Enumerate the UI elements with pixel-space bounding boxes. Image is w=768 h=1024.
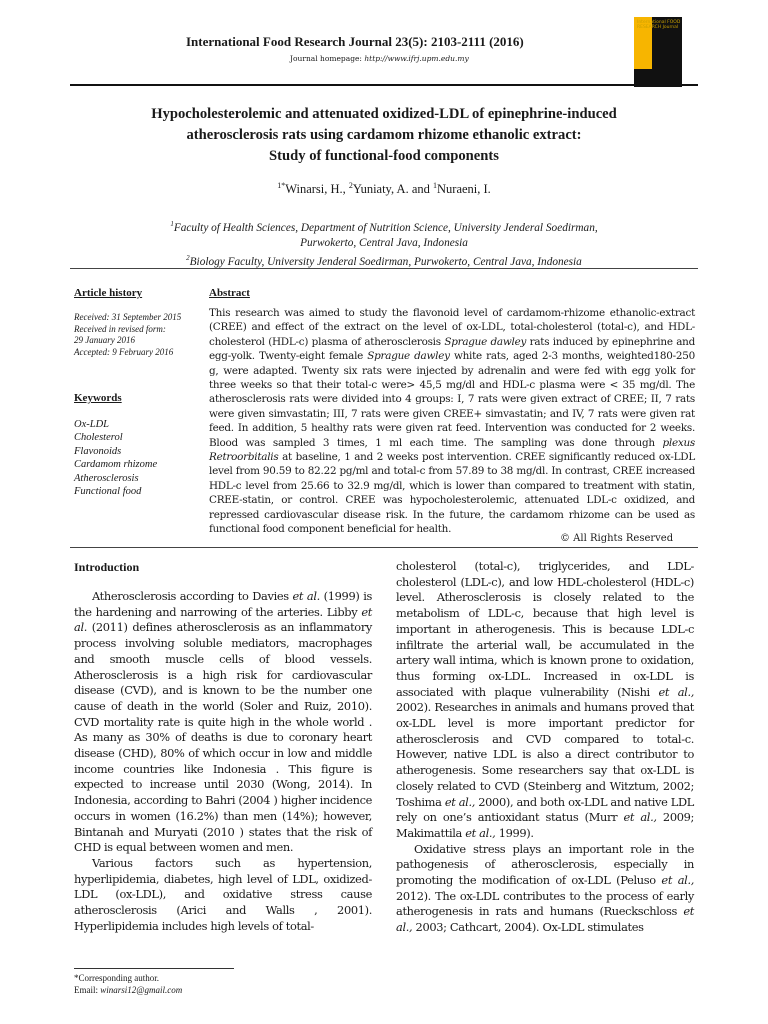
body-column-left xyxy=(74,589,372,934)
abstract-body xyxy=(209,306,695,537)
para-text: 1999). xyxy=(495,825,534,840)
history-revised-date: 29 January 2016 xyxy=(74,335,135,345)
keyword-item: Ox-LDL xyxy=(74,419,110,430)
keyword-item: Cardamom rhizome xyxy=(74,459,158,471)
citation-et-al: et al., xyxy=(658,684,694,699)
history-received: Received: 31 September 2015 xyxy=(74,312,182,322)
email-link[interactable]: winarsi12@gmail.com xyxy=(100,985,183,995)
keyword-list xyxy=(74,418,157,498)
abstract-heading: Abstract xyxy=(209,287,250,299)
affiliation-1-number: 1 xyxy=(170,220,174,228)
affiliation-1-line-1: Faculty of Health Sciences, Department of Nutrition Science, University Jenderal Soedirman, xyxy=(173,221,598,234)
author-list xyxy=(80,181,688,197)
intro-paragraph-3 xyxy=(396,842,694,936)
intro-paragraph-2-continued xyxy=(396,559,694,842)
intro-paragraph-2: Various factors such as hypertension, hyperlipidemia, diabetes, high level of LDL, oxidized-LDL (ox-LDL), and oxidative stress cause atherosclerosis (Arici and Walls , 2001). Hyperlipidemia includes high levels of total- xyxy=(74,855,372,933)
article-title xyxy=(80,104,688,167)
title-line-3: Study of functional-food components xyxy=(269,148,499,164)
author-3: Nuraeni, I. xyxy=(437,182,491,197)
footnote-divider xyxy=(74,968,234,969)
intro-paragraph-1 xyxy=(74,589,372,856)
affiliation-2-text: Biology Faculty, University Jenderal Soedirman, Purwokerto, Central Java, Indonesia xyxy=(189,255,582,268)
citation-et-al: et al., xyxy=(444,794,475,809)
para-text: 2003; Cathcart, 2004). Ox-LDL stimulates xyxy=(412,920,644,935)
para-text: Oxidative stress plays an important role in the pathogenesis of atherosclerosis, especially in promoting the modification of ox-LDL (Peluso xyxy=(396,841,694,888)
para-text: (1999) is the hardening and narrowing of the arteries. Libby xyxy=(74,589,372,619)
article-history-heading: Article history xyxy=(74,287,143,299)
keyword-item: Flavonoids xyxy=(74,445,122,457)
para-text: 2000), and both ox-LDL and native LDL rely on one’s antioxidant status (Murr xyxy=(396,794,694,825)
corresponding-author-note: *Corresponding author. xyxy=(74,973,159,983)
journal-logo xyxy=(634,17,682,87)
title-line-2: atherosclerosis rats using cardamom rhizome ethanolic extract: xyxy=(186,127,582,143)
affiliation-1-line-2: Purwokerto, Central Java, Indonesia xyxy=(300,236,468,249)
citation-et-al: et al., xyxy=(396,904,694,935)
abstract-text-4: at baseline, 1 and 2 weeks post intervention. CREE significantly reduced ox-LDL level from 90.59 to 82.22 pg/ml and total-c from 57.89 to 38 mg/dl. In contrast, CREE increased HDL-c level from 25.66 to 32.9 mg/dl, which is lower than compared to treatment with statin, CREE-statin, or control. CREE was hypocholesterolemic, attenuated LDL-c oxidized, and repressed cardiovascular disease risk. In the future, the cardamom rhizome can be used as functional food component beneficial for health. xyxy=(209,451,695,536)
header-divider xyxy=(70,84,698,86)
keyword-item: Atherosclerosis xyxy=(74,472,139,484)
para-text: 2009; Makimattila xyxy=(396,810,694,840)
email-line xyxy=(74,984,182,996)
citation-et-al: et al., xyxy=(623,810,657,825)
body-column-right xyxy=(396,559,694,936)
title-line-1: Hypocholesterolemic and attenuated oxidized-LDL of epinephrine-induced xyxy=(151,106,617,122)
abstract-text-3: white rats, aged 2-3 months, weighted180-250 g, were adapted. Twenty six rats were injected by adrenalin and were fed with egg yolk for three weeks so that their total-c were> 45,5 mg/dl and HDL-c plasma were < 35 mg/dl. The atherosclerosis rats were divided into 4 groups: I, 7 rats were given extract of CREE; II, 7 rats were given simvastatin; III, 7 rats were given CREE+ simvastatin; and IV, 7 rats were given rat feed. In addition, 5 healthy rats were given rat feed. Intervention was conducted for 2 weeks. Blood was sampled 3 times, 1 ml each time. The sampling was done through xyxy=(209,350,695,449)
para-text: cholesterol (total-c), triglycerides, and LDL-cholesterol (LDL-c), and low HDL-cholesterol (HDL-c) level. Atherosclerosis is closely related to the metabolism of LDL-c, because that high level is important in atherogenesis. This is because LDL-c infiltrate the arterial wall, be accumulated in the artery wall intima, which is known prone to oxidation, thus forming ox-LDL. Increased in ox-LDL is associated with plaque vulnerability (Nishi xyxy=(396,559,694,699)
citation-et-al: et al., xyxy=(661,873,694,888)
author-2: Yuniaty, A. and xyxy=(352,182,434,197)
keyword-item: Functional food xyxy=(74,486,142,498)
abstract-divider xyxy=(70,547,698,548)
email-label: Email: xyxy=(74,985,101,995)
author-1: Winarsi, H., xyxy=(285,182,349,197)
introduction-heading: Introduction xyxy=(74,560,140,574)
abstract-text-1: This research was aimed to study the flavonoid level of cardamom-rhizome ethanolic-extract (CREE) and effect of the extract on the level of ox-LDL, total-cholesterol (total-c), and HDL-cholesterol (HDL-c) plasma of atherosclerosis xyxy=(209,307,695,348)
citation-et-al: et al. xyxy=(74,604,372,635)
affiliation-2 xyxy=(80,251,688,270)
para-text: 2012). The ox-LDL contributes to the process of early atherogenesis in rats and humans (Rueckschloss xyxy=(396,888,694,919)
citation-et-al: et al., xyxy=(465,825,496,840)
affiliation-2-number: 2 xyxy=(186,253,190,262)
author-3-affil: 1 xyxy=(433,181,438,190)
homepage-label: Journal homepage: xyxy=(290,54,365,63)
abstract-text-2: rats induced by epinephrine and egg-yolk. Twenty-eight female xyxy=(209,335,696,363)
para-text: (2011) defines atherosclerosis as an inflammatory process involving soluble mediators, macrophages and smooth muscle cells of blood vessels. Atherosclerosis is a high risk for cardiovascular disease (CVD), and is known to be the number one cause of death in the world (Soler and Ruiz, 2010). CVD mortality rate is quite high in the whole world . As many as 30% of deaths is due to coronary heart disease (CHD), 80% of which occur in low and middle income countries like Indonesia . This figure is expected to increase until 2030 (Wong, 2014). In Indonesia, according to Bahri (2004 ) higher incidence occurs in women (16.2%) than men (14%); however, Bintanah and Muryati (2010 ) states that the risk of CHD is equal between women and men. xyxy=(74,620,373,855)
copyright-notice: © All Rights Reserved xyxy=(560,533,674,544)
para-text: Atherosclerosis according to Davies xyxy=(92,589,293,603)
affiliations xyxy=(80,217,688,270)
affiliation-1 xyxy=(80,217,688,236)
journal-homepage xyxy=(290,54,469,63)
history-accepted: Accepted: 9 February 2016 xyxy=(74,346,174,357)
journal-title: International Food Research Journal 23(5): 2103-2111 (2016) xyxy=(186,34,524,49)
keyword-item: Cholesterol xyxy=(74,432,123,444)
species-name: Sprague dawley xyxy=(367,350,450,363)
author-1-affil: 1* xyxy=(277,181,286,190)
article-history xyxy=(74,312,181,358)
history-revised-label: Received in revised form: xyxy=(74,323,166,334)
species-name: Sprague dawley xyxy=(444,335,527,348)
anatomical-term: plexus Retroorbitalis xyxy=(209,436,695,464)
para-text: 2002). Researches in animals and humans proved that ox-LDL level is more important predictor for atherosclerosis and CVD compared to total-c. However, native LDL is also a direct contributor to atherogenesis. Some researchers say that ox-LDL is closely related to CVD (Steinberg and Witztum, 2002; Toshima xyxy=(396,700,694,809)
logo-text: International FOOD RESEARCH Journal xyxy=(637,20,681,30)
author-2-affil: 2 xyxy=(348,181,353,190)
citation-et-al: et al. xyxy=(292,589,320,603)
affiliation-divider xyxy=(70,268,698,269)
homepage-link[interactable]: http://www.ifrj.upm.edu.my xyxy=(364,54,469,63)
keywords-heading: Keywords xyxy=(74,392,122,404)
footnote xyxy=(74,972,182,996)
